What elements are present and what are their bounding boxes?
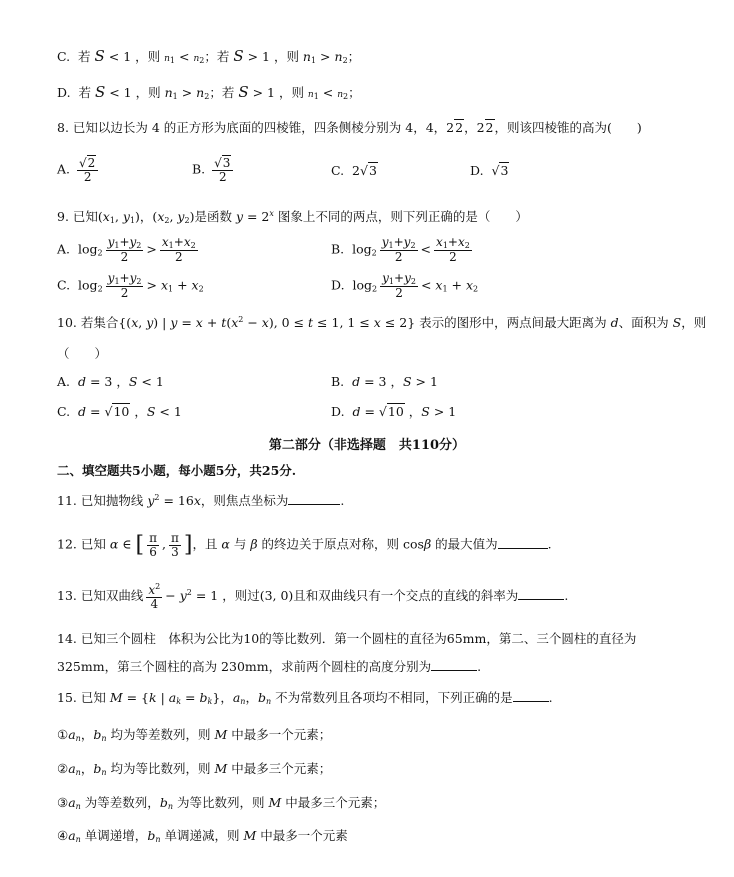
q15-item-1: $①a_n$，$b_n$ 均为等差数列，则 M 中最多一个元素；: [57, 727, 332, 743]
q9-stem: 9. 已知($x_1$, $y_1$)，($x_2$, $y_2$)是函数 $y = 2^x$ 图象上不同的两点，则下列正确的是（ ）: [57, 209, 528, 225]
q12: 12. 已知 α ∈ [ $\frac{\pi}{6}$ , $\frac{\pi}{3}$ ]，且 α 与 β 的终边关于原点对称，则 cosβ 的最大值为 .: [57, 531, 552, 559]
q10-option-a: A. d = 3 ，S < 1: [57, 374, 164, 389]
q8-option-a: A. $\frac{√2}{2}$: [57, 157, 101, 183]
q15-stem: 15. 已知 M = {k | $a_k = b_k$}，$a_n$，$b_n$ 不为常数列且各项均不相同，下列正确的是 .: [57, 690, 553, 706]
q10-option-c: C. d = √10 ，S < 1: [57, 404, 182, 419]
q15-item-2: $②a_n$，$b_n$ 均为等比数列，则 M 中最多三个元素；: [57, 761, 332, 777]
q8-option-c: C. 2√3: [331, 163, 377, 178]
prev-option-c: C. 若 S < 1 ，则 $n_1 < n_2$；若 S > 1 ，则 $n_1 > n_2$；: [57, 47, 361, 65]
q10-paren: （ ）: [57, 346, 108, 361]
q13: 13. 已知双曲线 $\frac{x^2}{4}$ − $y^2 = 1$ ，则过(3, 0)且和双曲线只有一个交点的直线的斜率为 .: [57, 582, 569, 611]
q9-option-d: D. $\log_2$ $\frac{y_1+y_2}{2}$ < $x_1 + x_2$: [331, 271, 479, 301]
prev-option-d: D. 若 S < 1 ，则 $n_1 > n_2$；若 S > 1 ，则 $n_1 < n_2$；: [57, 83, 361, 101]
q14-line2: 325mm，第三个圆柱的高为 230mm，求前两个圆柱的高度分别为 .: [57, 659, 482, 674]
q10-option-b: B. d = 3 ，S > 1: [331, 374, 438, 389]
q9-option-b: B. $\log_2$ $\frac{y_1+y_2}{2}$ < $\frac{x_1+x_2}{2}$: [331, 235, 470, 265]
q14-line1: 14. 已知三个圆柱 体积为公比为10的等比数列．第一个圆柱的直径为65mm，第二、三个圆柱的直径为: [57, 631, 637, 646]
q8-option-d: D. √3: [470, 163, 509, 178]
q9-option-c: C. $\log_2$ $\frac{y_1+y_2}{2}$ > $x_1 + x_2$: [57, 271, 204, 301]
q15-item-4: $④a_n$ 单调递增，$b_n$ 单调递减，则 M 中最多一个元素: [57, 828, 348, 844]
q10-option-d: D. d = √10 ，S > 1: [331, 404, 457, 419]
q15-item-3: $③a_n$ 为等差数列，$b_n$ 为等比数列，则 M 中最多三个元素；: [57, 795, 386, 811]
q8-option-b: B. $\frac{√3}{2}$: [192, 157, 236, 183]
q10-stem: 10. 若集合{(x, y) | $y = x + t(x^2 - x)$, 0 ≤ t ≤ 1, 1 ≤ x ≤ 2} 表示的图形中，两点间最大距离为 d、面积为 S，则: [57, 315, 707, 330]
part2-title: 第二部分（非选择题 共110分）: [268, 438, 466, 453]
section-title: 二、填空题共5小题，每小题5分，共25分.: [57, 463, 297, 478]
q11: 11. 已知抛物线 $y^2 = 16x$，则焦点坐标为 .: [57, 493, 345, 508]
q9-option-a: A. $\log_2$ $\frac{y_1+y_2}{2}$ > $\frac{x_1+x_2}{2}$: [57, 235, 196, 265]
q8-stem: 8. 已知以边长为 4 的正方形为底面的四棱锥，四条侧棱分别为 4，4，22，22，则该四棱锥的高为( ): [57, 120, 642, 135]
